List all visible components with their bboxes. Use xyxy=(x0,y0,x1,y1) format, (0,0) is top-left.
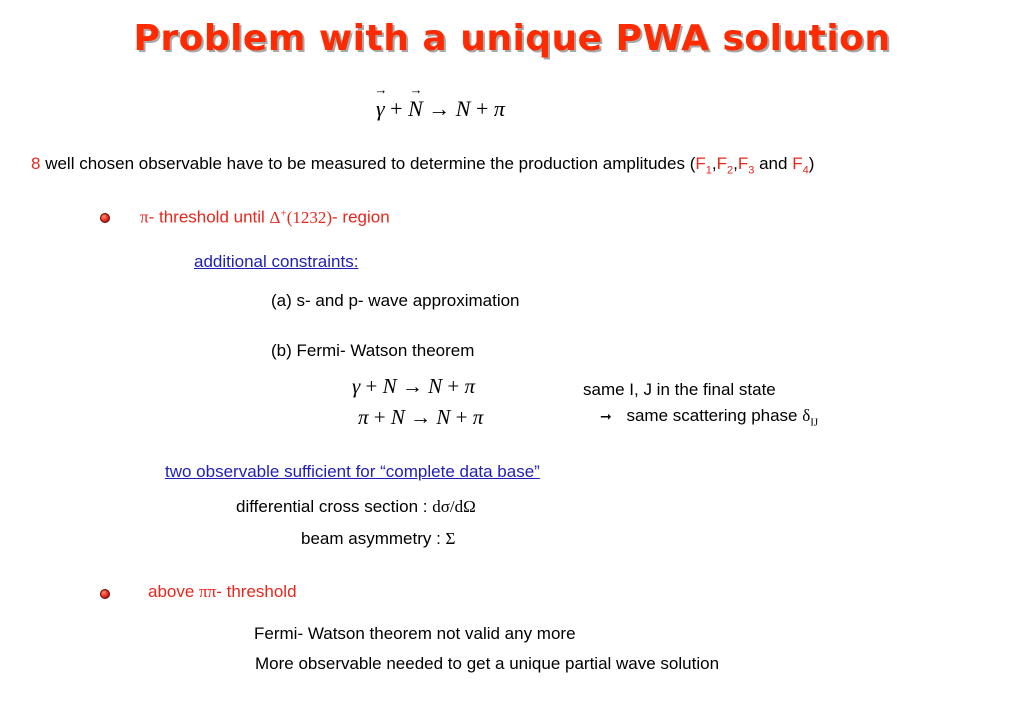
pi-symbol: π xyxy=(140,207,149,227)
amplitude-f3: $F_3$ xyxy=(737,154,755,177)
final-state-line: same I, J in the final state xyxy=(583,380,776,399)
comma: , xyxy=(711,154,717,173)
bullet-icon xyxy=(100,589,110,599)
arrow-sign: → xyxy=(401,374,423,398)
photoproduction-equation xyxy=(352,374,475,399)
arrow-icon: ➞ xyxy=(600,408,612,424)
threshold-text: - threshold until xyxy=(148,207,270,227)
nucleon-product: N xyxy=(455,96,471,121)
delta-ij-symbol: $\delta_{IJ}$ xyxy=(802,406,819,429)
reaction-equation xyxy=(376,96,505,122)
beam-asymmetry-line xyxy=(301,529,455,549)
and-word: and xyxy=(754,154,793,173)
conclusion-line-2: More observable needed to get a unique partial wave solution xyxy=(255,654,720,673)
arrow-sign: → xyxy=(428,96,451,121)
dcs-line xyxy=(236,497,476,517)
bullet-2-text xyxy=(148,582,297,602)
plus-sign-2: + xyxy=(455,405,468,429)
bullet-icon xyxy=(100,213,110,223)
nucleon-product: N xyxy=(436,405,451,429)
delta-symbol: Δ+(1232) xyxy=(269,207,333,227)
conclusion-line-1: Fermi- Watson theorem not valid any more xyxy=(254,624,576,643)
two-observable-heading: two observable sufficient for “complete data base” xyxy=(165,462,540,481)
dcs-label: differential cross section : xyxy=(236,497,433,516)
above-text: above xyxy=(148,582,200,601)
dcs-value: dσ/dΩ xyxy=(432,497,476,516)
nucleon-symbol: → N xyxy=(408,96,423,122)
nucleon-symbol: N xyxy=(390,405,405,429)
beam-label: beam asymmetry : xyxy=(301,529,446,548)
observable-count: 8 xyxy=(31,154,41,173)
pipi-symbol: ππ xyxy=(199,582,217,601)
plus-sign-2: + xyxy=(475,96,489,121)
plus-sign: + xyxy=(373,405,386,429)
plus-sign-2: + xyxy=(447,374,460,398)
region-text: - region xyxy=(332,207,390,227)
arrow-sign: → xyxy=(410,405,432,429)
comma: , xyxy=(733,154,738,173)
intro-text: well chosen observable have to be measured to determine the production amplitudes ( xyxy=(40,154,696,173)
plus-sign: + xyxy=(390,96,403,121)
pion-symbol: π xyxy=(493,96,505,121)
pion-symbol: π xyxy=(472,405,484,429)
nucleon-product: N xyxy=(428,374,443,398)
pion-symbol: π xyxy=(464,374,476,398)
scattering-phase-line xyxy=(600,406,818,428)
scattering-phase-text: same scattering phase xyxy=(626,406,803,425)
page-title: Problem with a unique PWA solution xyxy=(133,18,891,59)
amplitude-f4: $F_4$ xyxy=(792,154,809,177)
bullet-1-text xyxy=(140,207,390,228)
nucleon-symbol: N xyxy=(382,374,397,398)
amplitude-f2: $F_2$ xyxy=(716,154,734,177)
close-paren: ) xyxy=(808,154,815,173)
photon-symbol: → γ xyxy=(376,96,385,122)
threshold-text: - threshold xyxy=(216,582,297,601)
scattering-equation xyxy=(358,405,483,430)
plus-sign: + xyxy=(365,374,378,398)
pion-symbol: π xyxy=(358,405,369,429)
amplitude-f1: $F_1$ xyxy=(695,154,712,177)
beam-value: Σ xyxy=(445,529,456,548)
constraint-a: (a) s- and p- wave approximation xyxy=(271,291,520,310)
photon-symbol: γ xyxy=(352,374,361,398)
constraints-heading: additional constraints: xyxy=(194,252,359,271)
intro-line xyxy=(31,154,814,176)
constraint-b: (b) Fermi- Watson theorem xyxy=(271,341,475,360)
